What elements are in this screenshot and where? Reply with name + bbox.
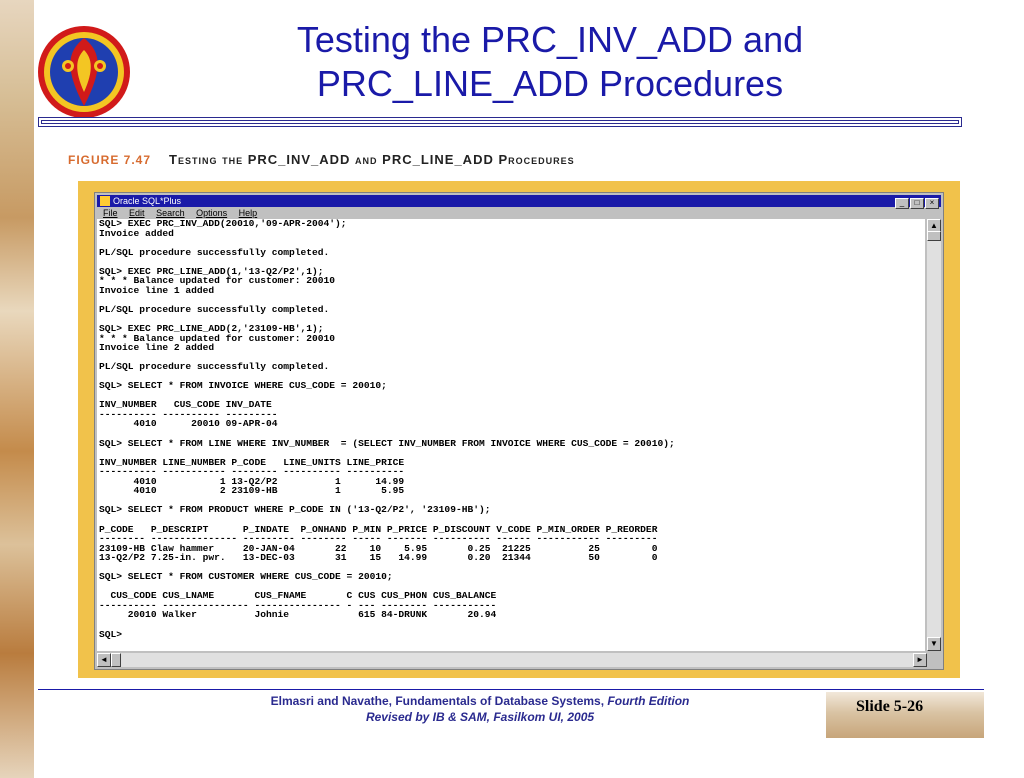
- hscroll-thumb[interactable]: [111, 653, 121, 667]
- menu-bar: [97, 208, 941, 219]
- slide-title: [150, 18, 950, 106]
- scroll-right-icon[interactable]: ►: [913, 653, 927, 667]
- console-output[interactable]: [97, 219, 925, 651]
- figure-number: FIGURE 7.47: [68, 153, 152, 167]
- menu-help[interactable]: Help: [238, 208, 258, 218]
- footer-divider: [38, 689, 984, 690]
- minimize-icon[interactable]: _: [895, 198, 909, 209]
- slide-number-box: [826, 692, 984, 738]
- scroll-thumb[interactable]: [927, 231, 941, 241]
- scroll-left-icon[interactable]: ◄: [97, 653, 111, 667]
- console-text: SQL> EXEC PRC_INV_ADD(20010,'09-APR-2004'); Invoice added PL/SQL procedure successfully completed. SQL> EXEC PRC_LINE_ADD(1,'13-Q2/P2',1); * * * Balance updated for customer: 20010 Invoice line 1 added PL/SQL procedure successfully completed. SQL> EXEC PRC_LINE_ADD(2,'23109-HB',1); * * * Balance updated for customer: 20010 Invoice line 2 added PL/SQL procedure successfully completed. SQL> SELECT * FROM INVOICE WHERE CUS_CODE = 20010; INV_NUMBER CUS_CODE INV_DATE ---------- ---------- --------- 4010 20010 09-APR-04 SQL> SELECT * FROM LINE WHERE INV_NUMBER = (SELECT INV_NUMBER FROM INVOICE WHERE CUS_CODE = 20010); INV_NUMBER LINE_NUMBER P_CODE LINE_UNITS LINE_PRICE ---------- ----------- -------- ---------- ---------- 4010 1 13-Q2/P2 1 14.99 4010 2 23109-HB 1 5.95 SQL> SELECT * FROM PRODUCT WHERE P_CODE IN ('13-Q2/P2', '23109-HB'); P_CODE P_DESCRIPT P_INDATE P_ONHAND P_MIN P_PRICE P_DISCOUNT V_CODE P_MIN_ORDER P_REORDER -------- --------------- --------- -------- ----- ------- ---------- ------ ----------- --------- 23109-HB Claw hammer 20-JAN-04 22 10 5.95 0.25 21225 25 0 13-Q2/P2 7.25-in. pwr. 13-DEC-03 31 15 14.99 0.20 21344 50 0 SQL> SELECT * FROM CUSTOMER WHERE CUS_CODE = 20010; CUS_CODE CUS_LNAME CUS_FNAME C CUS CUS_PHON CUS_BALANCE ---------- --------------- --------------- - --- -------- ----------- 20010 Walker Johnie 615 84-DRUNK 20.94 SQL>: [99, 219, 675, 640]
- footer-text: [150, 693, 810, 725]
- slide-title-line2: PRC_LINE_ADD Procedures: [316, 63, 784, 104]
- vertical-scrollbar[interactable]: [927, 219, 941, 651]
- footer-revised: Revised by IB & SAM, Fasilkom UI, 2005: [365, 710, 595, 724]
- scroll-up-icon[interactable]: ▲: [927, 219, 941, 233]
- window-titlebar[interactable]: [97, 195, 941, 207]
- close-icon[interactable]: ×: [925, 198, 939, 209]
- menu-options[interactable]: Options: [196, 208, 228, 218]
- menu-edit[interactable]: Edit: [129, 208, 145, 218]
- scroll-down-icon[interactable]: ▼: [927, 637, 941, 651]
- menu-search[interactable]: Search: [156, 208, 185, 218]
- footer-edition: Fourth Edition: [607, 694, 690, 708]
- horizontal-scrollbar[interactable]: [97, 653, 927, 667]
- decorative-left-strip: [0, 0, 34, 778]
- sqlplus-window: [94, 192, 944, 670]
- university-logo: [32, 20, 136, 120]
- oracle-app-icon: [100, 196, 110, 206]
- figure-caption-text: Testing the PRC_INV_ADD and PRC_LINE_ADD Procedures: [169, 152, 575, 167]
- figure-caption: [68, 152, 575, 167]
- footer-authors: Elmasri and Navathe, Fundamentals of Database Systems,: [270, 694, 608, 708]
- window-title: Oracle SQL*Plus: [113, 196, 182, 206]
- slide-title-line1: Testing the PRC_INV_ADD and: [296, 19, 804, 60]
- menu-file[interactable]: File: [103, 208, 118, 218]
- slide-number: Slide 5-26: [856, 698, 924, 715]
- maximize-icon[interactable]: □: [910, 198, 924, 209]
- title-divider: [38, 117, 962, 127]
